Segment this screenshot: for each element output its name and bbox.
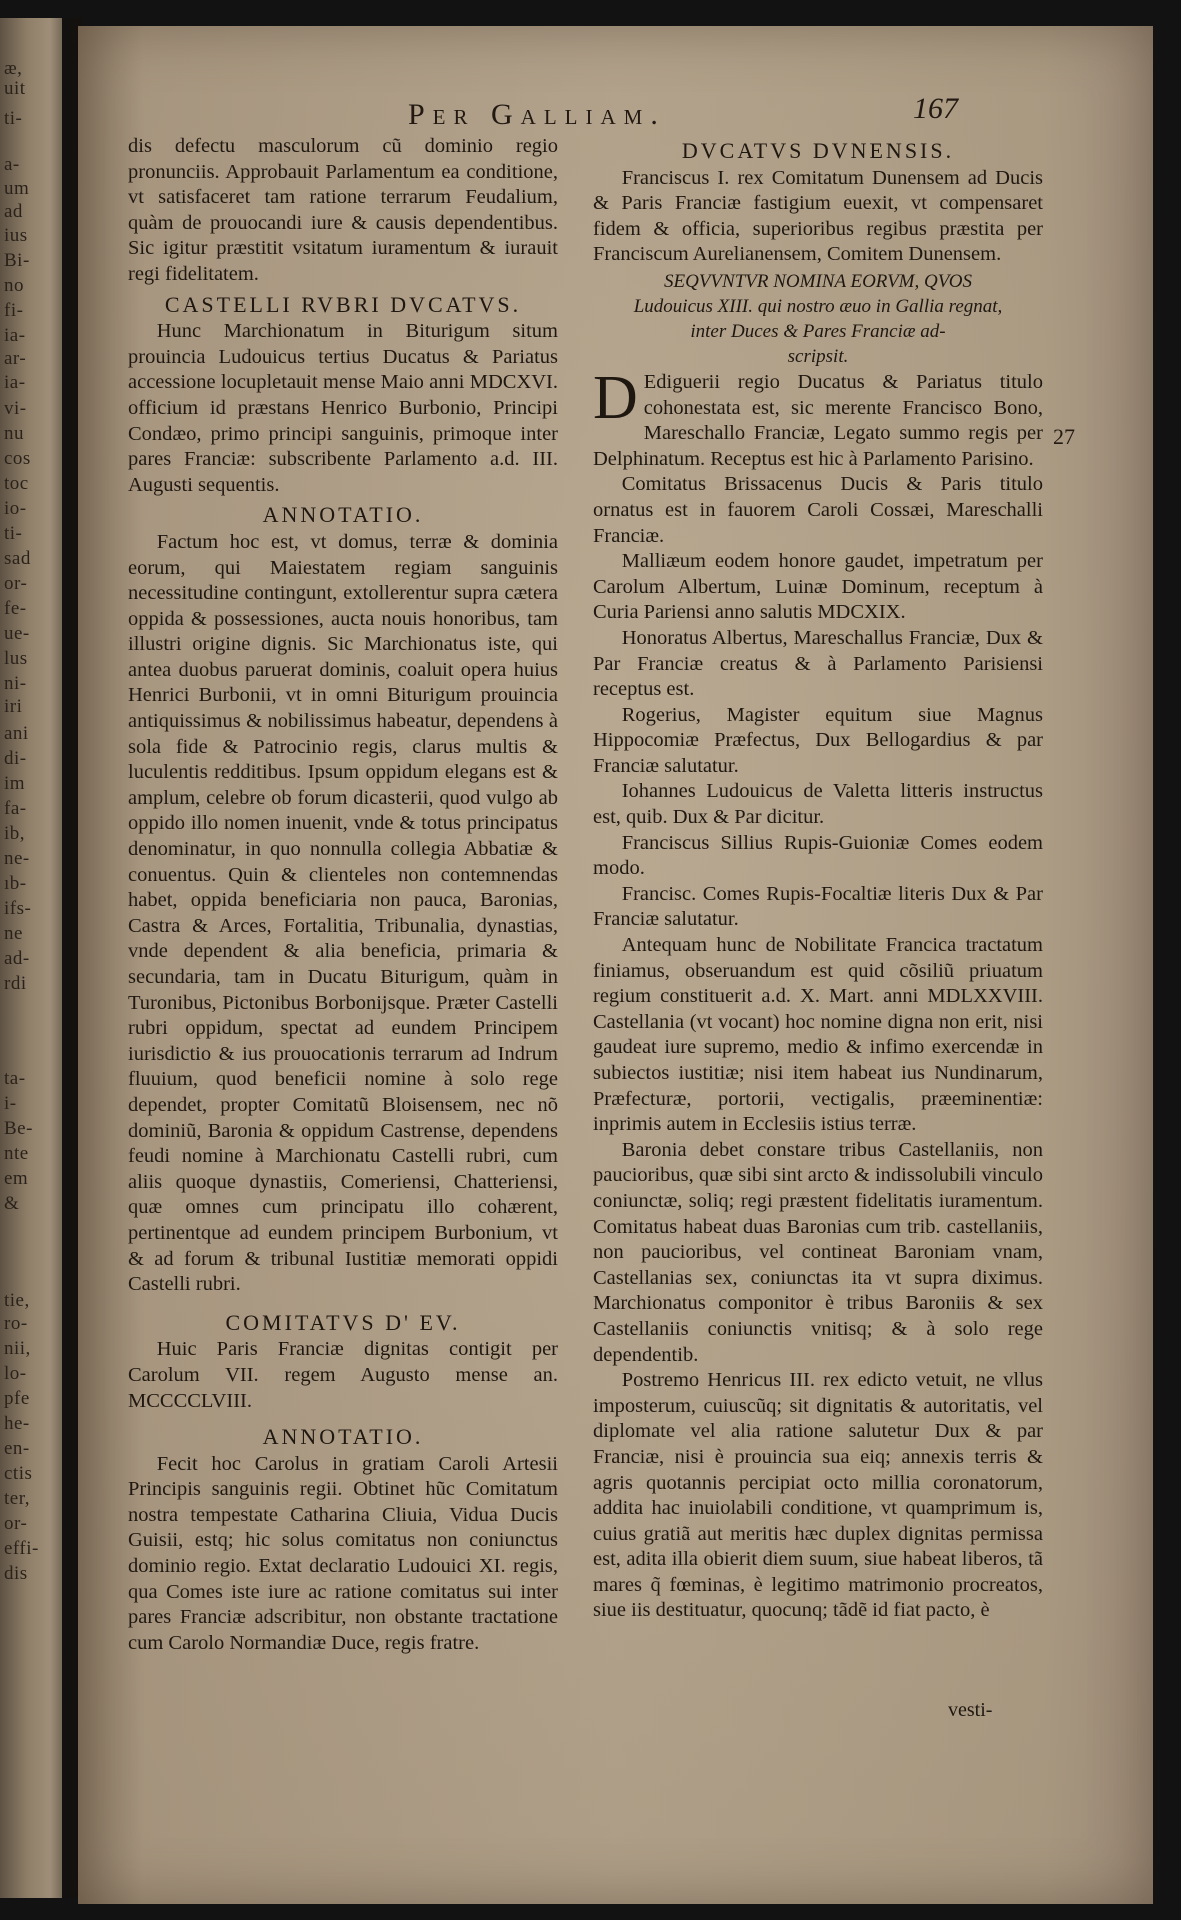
facing-page-fragment: ad-	[4, 948, 30, 969]
facing-page-fragment: ne	[4, 923, 23, 944]
facing-page-fragment: uit	[4, 78, 26, 99]
drop-cap: D	[593, 363, 638, 432]
facing-page-fragment: dis	[4, 1563, 28, 1584]
facing-page-fragment: sad	[4, 548, 31, 569]
background-strip	[1153, 26, 1181, 1904]
facing-page-fragment: io-	[4, 498, 27, 519]
facing-page-fragment: fe-	[4, 598, 27, 619]
facing-page-fragment: Be-	[4, 1118, 33, 1139]
paragraph: Honoratus Albertus, Mareschallus Franciæ, Dux & Par Franciæ creatus & à Parlamento Parisiensi receptus est.	[593, 626, 1043, 701]
facing-page-fragment: ter,	[4, 1488, 31, 1509]
paragraph: Huic Paris Franciæ dignitas contigit per Carolum VII. regem Augusto mense an. MCCCCLVIII.	[128, 1338, 558, 1412]
facing-page-fragment: ar-	[4, 348, 27, 369]
paragraph: Ediguerii regio Ducatus & Pariatus titulo cohonestata est, sic merente Francisco Bono, Mareschallo Franciæ, Legato summo regis per Delphinatum. Receptus est hic à Parlamento Parisino.	[593, 370, 1043, 470]
annotatio-heading: ANNOTATIO.	[262, 502, 424, 528]
facing-page-fragment: lo-	[4, 1363, 27, 1384]
facing-page-fragment: ia-	[4, 372, 26, 393]
paragraph: Malliæum eodem honore gaudet, impetratum per Carolum Albertum, Luinæ Dominum, receptum à Curia Pariensi anno salutis MDCXIX.	[593, 550, 1043, 624]
facing-page-fragment: no	[4, 275, 24, 296]
facing-page-fragment: di-	[4, 748, 27, 769]
section-heading-castelli-rubri: CASTELLI RVBRI DVCATVS.	[164, 291, 522, 317]
facing-page-fragment: toc	[4, 473, 29, 494]
paragraph: Antequam hunc de Nobilitate Francica tractatum finiamus, obseruandum est quid cõsiliũ priuatum regium constituerit a.d. X. Mart. anni MDLXXVIII. Castellania (vt vocant) hoc nomine digna non erit, nisi gaudeat iure supremo, medio & infimo exercendæ in subiectos iustitiæ; nisi item habeat ius Nundinarum, Præfecturæ, portorii, vectigalis, præeminentiæ: inprimis autem in Ecclesiis istius terræ.	[593, 934, 1043, 1136]
facing-page-fragment: fi-	[4, 300, 24, 321]
facing-page-fragment: he-	[4, 1413, 30, 1434]
facing-page-fragment: pfe	[4, 1388, 30, 1409]
paragraph: Comitatus Brissacenus Ducis & Paris titulo ornatus est in fauorem Caroli Cossæi, Mareschalli Franciæ.	[593, 473, 1043, 547]
continued-text: dis defectu masculorum cũ dominio regio pronunciis. Approbauit Parlamentum ea conditione, vt satisfaceret tam ratione terrarum Feudalium, quàm de prouocandi iure & causis dependentibus. Sic igitur præstitit vsitatum iuramentum & iurauit regi fidelitatem.	[128, 135, 558, 285]
facing-page-fragment: ıb-	[4, 873, 27, 894]
facing-page-fragment: en-	[4, 1438, 30, 1459]
facing-page-fragment: ta-	[4, 1068, 26, 1089]
list-heading: SEQVVNTVR NOMINA EORVM, QVOS	[664, 270, 972, 292]
paragraph: Baronia debet constare tribus Castellaniis, non paucioribus, quæ sibi sint arcto & indissolubili vinculo coniunctæ, soliq; regi præstent fidelitatis iuramentum. Comitatus habeat duas Baronias cum trib. castellaniis, non paucioribus, vel contineat Baroniam vnam, Castellanias sex, coniunctas ita vt supra diximus. Marchionatus componitor è tribus Baroniis & sex Castellaniis coniunctis vnitisq; & à solo rege dependentib.	[593, 1138, 1043, 1366]
facing-page-fragment: i-	[4, 1093, 17, 1114]
paragraph: Franciscus Sillius Rupis-Guioniæ Comes eodem modo.	[593, 831, 1043, 880]
paragraph: Rogerius, Magister equitum siue Magnus Hippocomiæ Præfectus, Dux Bellogardius & par Franciæ salutatur.	[593, 703, 1043, 777]
list-heading: scripsit.	[787, 345, 849, 367]
paragraph: Francisc. Comes Rupis-Focaltiæ literis Dux & Par Franciæ salutatur.	[593, 882, 1043, 931]
facing-page-fragment: or-	[4, 1513, 28, 1534]
facing-page-fragment: cos	[4, 448, 31, 469]
facing-page-fragment: ctis	[4, 1463, 33, 1484]
right-column	[593, 134, 1043, 1694]
paragraph: Factum hoc est, vt domus, terræ & dominia eorum, qui Maiestatem regiam sanguinis necessitudine contingunt, extollerentur supra cætera oppida & possessiones, aucta nouis honoribus, tam illustri origine dignis. Sic Marchionatus iste, qui antea duobus paruerat dominis, coaluit opera huius Henrici Burbonii, vt in omni Biturigum prouincia antiquissimus & nobilissimus habeatur, dependens à sola fide & Patrocinio regis, clarus multis & luculentis redditibus. Ipsum oppidum elegans est & amplum, celebre ob forum dicasterii, quod vulgo ab oppido illo nomen inuenit, vnde & totus principatus denominatur, in quo nonnulla collegia Abbatiæ & conuentus. Quin & clienteles non contemnendas habet, oppida beneficiaria non pauca, Baronias, Castra & Arces, Fortalitia, Tribunalia, dynastias, vnde dependent & alia beneficia, primaria & secundaria, tam in Ducatu Biturigum, quàm in Turonibus, Pictonibus Borbonijsque. Præter Castelli rubri oppidum, spectat ad eundem Principem iurisdictio & ius prouocationis terrarum ad Indrum fluuium, quod beneficii nomine à solo rege dependet, propter Comitatũ Bloisensem, nec nõ dominiũ, Baronia & oppidum Castrense, dependens feudi nomine à Marchionatu Castelli rubri, cum aliis quoque dynastiis, Comeriensi, Chatteriensi, quæ omnes cum principatu illo cohærent, pertinentque ad eundem principem Burbonium, vt & ad forum & tribunal Iustitiæ memorati oppidi Castelli rubri.	[128, 530, 558, 1296]
facing-page-fragment: ani	[4, 723, 29, 744]
list-heading: Ludouicus XIII. qui nostro æuo in Gallia regnat,	[633, 295, 1003, 317]
margin-note: 27	[1053, 424, 1075, 449]
section-heading-comitatus-ev: COMITATVS D' EV.	[225, 1309, 461, 1335]
facing-page-fragment: iri	[4, 696, 23, 717]
annotatio-heading: ANNOTATIO.	[262, 1424, 424, 1450]
list-heading: inter Duces & Pares Franciæ ad-	[690, 320, 946, 342]
facing-page-fragment: nu	[4, 423, 24, 444]
facing-page-fragment: nte	[4, 1143, 29, 1164]
paragraph: Hunc Marchionatum in Biturigum situm prouincia Ludouicus tertius Ducatus & Pariatus accessione locupletauit mense Maio anni MDCXVI. officium id præstans Henrico Burbonio, Principi Condæo, primo principi sanguinis, primoque inter pares Franciæ: subscribente Parlamento a.d. III. Augusti sequentis.	[128, 320, 558, 496]
facing-page-fragment: tie,	[4, 1290, 30, 1311]
paragraph: Iohannes Ludouicus de Valetta litteris instructus est, quib. Dux & Par dicitur.	[593, 780, 1043, 829]
facing-page-fragment: em	[4, 1168, 29, 1189]
facing-page-fragment: æ,	[4, 58, 23, 79]
paragraph: Franciscus I. rex Comitatum Dunensem ad Ducis & Paris Franciæ fastigium euexit, vt compensaret fidem & officia, superioribus regibus præstita per Franciscum Aurelianensem, Comitem Dunensem.	[593, 166, 1043, 266]
facing-page-fragment: ne-	[4, 848, 30, 869]
facing-page-fragment: ue-	[4, 623, 30, 644]
paragraph: Fecit hoc Carolus in gratiam Caroli Artesii Principis sanguinis regii. Obtinet hũc Comitatum nostra tempestate Catharina Cliuia, Vidua Ducis Guisii, estq; hic solus comitatus non coniunctus dominio regio. Extat declaratio Ludouici XI. regis, qua Comes iste iure ac ratione comitatus sui inter pares Franciæ adscribitur, non obstante tractatione cum Carolo Normandiæ Duce, regis fratre.	[128, 1452, 558, 1654]
catchword: vesti-	[948, 1699, 993, 1721]
facing-page-fragment: lus	[4, 648, 28, 669]
facing-page-fragment: &	[4, 1193, 20, 1214]
facing-page-fragment: effi-	[4, 1538, 39, 1559]
book-page	[78, 26, 1153, 1904]
facing-page-fragment: nii,	[4, 1338, 31, 1359]
section-heading-ducatus-dunensis: DVCATVS DVNENSIS.	[681, 138, 955, 163]
facing-page-fragment: im	[4, 773, 26, 794]
left-column	[128, 134, 558, 1654]
facing-page-fragment: vi-	[4, 398, 27, 419]
facing-page-fragment: ro-	[4, 1313, 28, 1334]
facing-page-fragment: ni-	[4, 673, 27, 694]
facing-page-fragment: rdi	[4, 973, 27, 994]
facing-page-fragment: or-	[4, 573, 28, 594]
paragraph: Postremo Henricus III. rex edicto vetuit, ne vllus imposterum, cuiuscũq; sit dignitatis & autoritatis, vel diplomate vel alia ratione salutetur Dux & par Franciæ, nisi è prouincia sua eiq; annexis terris & agris quotannis percipiat octo millia coronatorum, addita hac inuiolabili conditione, vt quamprimum is, cuius gratiã aut meritis hæc duplex dignitas permissa est, adita illa obierit diem suum, siue habeat liberos, tã mares q̃ fœminas, è legitimo matrimonio procreatos, siue iis destituatur, quocunq; tãdẽ id fiat pacto, è	[593, 1369, 1043, 1622]
page-number: 167	[913, 92, 958, 125]
facing-page-fragment: ad	[4, 201, 23, 222]
facing-page-fragment: ifs-	[4, 898, 32, 919]
facing-page-fragment: ti-	[4, 523, 23, 544]
dropcap-paragraph	[593, 363, 1043, 472]
facing-page-fragment: fa-	[4, 798, 27, 819]
facing-page-fragment: ius	[4, 225, 28, 246]
facing-page-fragment: ti-	[4, 108, 23, 129]
facing-page-fragment: ia-	[4, 325, 26, 346]
running-head: Per Galliam.	[408, 98, 666, 131]
facing-page-fragment: um	[4, 178, 30, 199]
facing-page-fragment: Bi-	[4, 250, 30, 271]
facing-page-fragment: ib,	[4, 823, 26, 844]
facing-page-fragment: a-	[4, 154, 20, 175]
